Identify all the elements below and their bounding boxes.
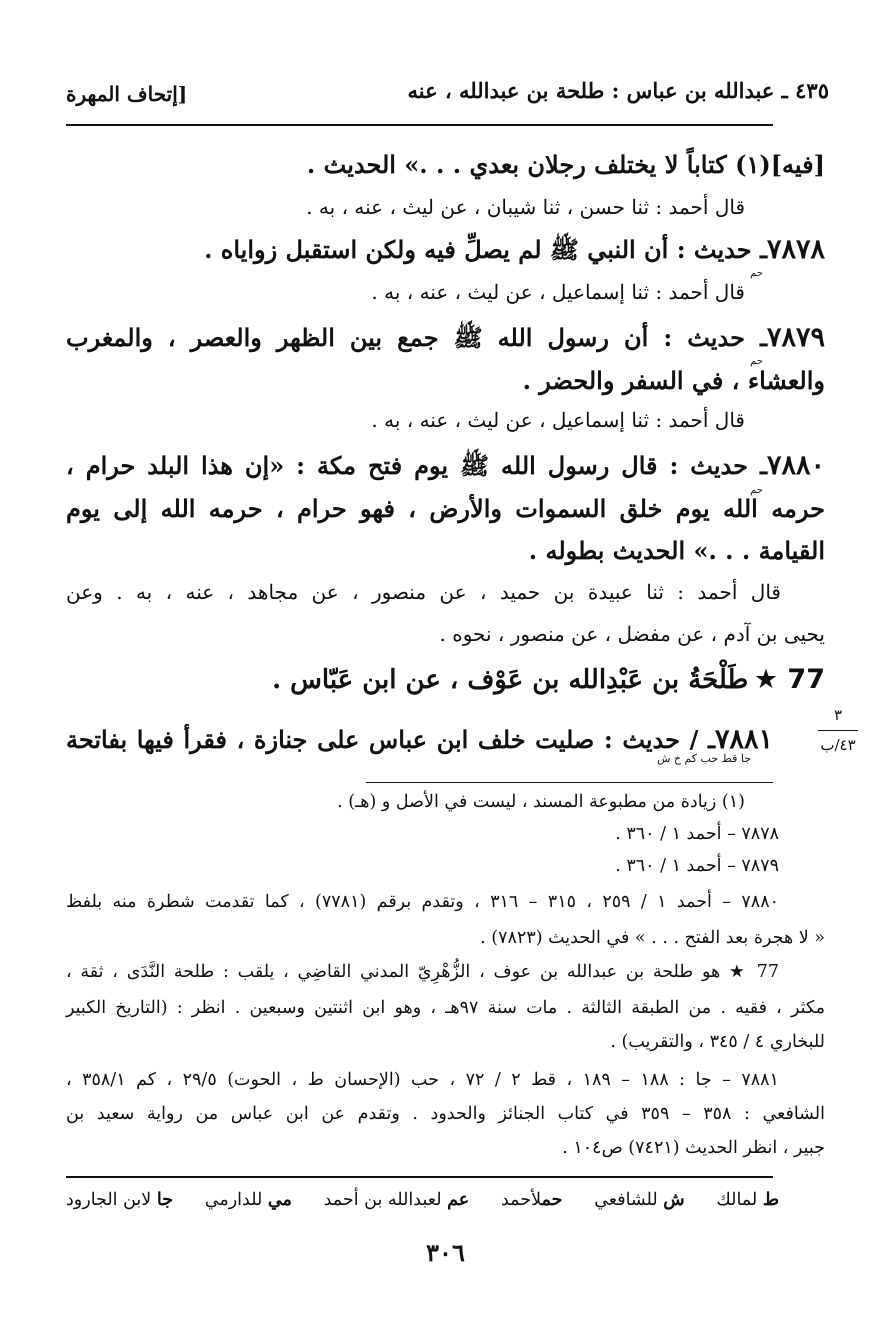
hadith-7881 xyxy=(66,724,773,755)
margin-divider xyxy=(818,730,858,731)
hadith-number: ٧٨٨١ xyxy=(714,724,773,755)
hadith-text: حرمه الله يوم خلق السموات والأرض ، فهو حرام ، حرمه الله إلى يوم xyxy=(66,494,825,523)
footnote: « لا هجرة بعد الفتح . . . » في الحديث (٧٨٢٣) . xyxy=(480,928,825,948)
abbreviations-legend xyxy=(66,1190,779,1210)
footnote: ٧٨٧٩ – أحمد ١ / ٣٦٠ . xyxy=(615,856,779,876)
footnote: للبخاري ٤ / ٣٤٥ ، والتقريب) . xyxy=(610,1032,825,1052)
hadith-number: ٧٨٨٠ xyxy=(766,450,825,481)
footnote-rule xyxy=(366,782,773,783)
running-header-title: ٤٣٥ ـ عبدالله بن عباس : طلحة بن عبدالله ، عنه xyxy=(407,78,829,103)
source-marks: جا قط حب كم خ ش xyxy=(656,752,751,765)
hadith-text: ـ حديث : أن النبي ﷺ لم يصلِّ فيه ولكن استقبل زواياه . xyxy=(204,235,767,264)
isnad-line: قال أحمد : ثنا حسن ، ثنا شيبان ، عن ليث ، عنه ، به . xyxy=(306,195,745,219)
hadith-number: ٧٨٧٨ xyxy=(766,234,825,265)
hadith-text: ـ حديث : قال رسول الله ﷺ يوم فتح مكة : «إن هذا البلد حرام ، xyxy=(66,451,767,480)
hadith-number: ٧٨٧٩ xyxy=(766,322,825,353)
abbreviation-item: ط لمالك xyxy=(716,1190,779,1210)
abbreviation-item: عم لعبدالله بن أحمد xyxy=(323,1190,470,1210)
footnote: الشافعي : ٣٥٨ – ٣٥٩ في كتاب الجنائز والحدود . وتقدم عن ابن عباس من رواية سعيد بن xyxy=(66,1104,825,1124)
page-number: ٣٠٦ xyxy=(426,1238,465,1267)
footnote: جبير ، انظر الحديث (٧٤٢١) ص١٠٤ . xyxy=(562,1138,825,1158)
abbreviation-item: مي للدارمي xyxy=(204,1190,292,1210)
abbreviation-item: جا لابن الجارود xyxy=(66,1190,174,1210)
narrator-section-77 xyxy=(272,664,825,695)
source-mark: حم xyxy=(750,485,763,496)
hadith-7878 xyxy=(204,234,825,270)
source-mark: حم xyxy=(750,268,763,279)
isnad-line: يحيى بن آدم ، عن مفضل ، عن منصور ، نحوه . xyxy=(439,622,825,646)
section-title: طَلْحَةُ بن عَبْدِالله بن عَوْف ، عن ابن عَبّاس . xyxy=(272,665,749,695)
isnad-line: قال أحمد : ثنا إسماعيل ، عن ليث ، عنه ، به . xyxy=(371,280,745,304)
abbreviation-item: حملأحمد xyxy=(500,1190,563,1210)
text-line: [فيه](١) كتاباً لا يختلف رجلان بعدي . . .» الحديث . xyxy=(306,150,825,179)
hadith-7879 xyxy=(66,322,825,358)
section-number: 77 ★ xyxy=(753,664,825,695)
hadith-text: والعشاء ، في السفر والحضر . xyxy=(522,366,825,395)
running-header-book: [إتحاف المهرة xyxy=(66,82,188,106)
margin-folio: ٤٣/ب xyxy=(820,736,856,754)
source-mark: حم xyxy=(750,356,763,367)
isnad-line: قال أحمد : ثنا عبيدة بن حميد ، عن منصور ، عن مجاهد ، عنه ، به . وعن xyxy=(66,580,781,604)
abbreviation-item: ش للشافعي xyxy=(594,1190,685,1210)
footnote: مكثر ، فقيه . من الطبقة الثالثة . مات سنة ٩٧هـ ، وهو ابن اثنتين وسبعين . انظر : (التاريخ الكبير xyxy=(66,998,825,1018)
margin-volume: ٣ xyxy=(833,706,843,724)
footnote: ٧٨٨٠ – أحمد ١ / ٢٥٩ ، ٣١٥ – ٣١٦ ، وتقدم برقم (٧٧٨١) ، كما تقدمت شطرة منه بلفظ xyxy=(66,892,779,912)
footnote: ٧٨٨١ – جا : ١٨٨ – ١٨٩ ، قط ٢ / ٧٢ ، حب (الإحسان ط ، الحوت) ٢٩/٥ ، كم ٣٥٨/١ ، xyxy=(66,1070,779,1090)
hadith-7880 xyxy=(66,450,825,486)
abbreviations-rule xyxy=(66,1176,773,1178)
footnote: 77 ★ هو طلحة بن عبدالله بن عوف ، الزُّهْرِيّ المدني القاضِي ، يلقب : طلحة النَّدَى ، ثقة ، xyxy=(66,962,779,982)
header-rule xyxy=(66,124,773,126)
footnote: (١) زيادة من مطبوعة المسند ، ليست في الأصل و (هـ) . xyxy=(337,792,745,812)
footnote: ٧٨٧٨ – أحمد ١ / ٣٦٠ . xyxy=(615,824,779,844)
hadith-text: ـ / حديث : صليت خلف ابن عباس على جنازة ، فقرأ فيها بفاتحة xyxy=(66,725,715,754)
isnad-line: قال أحمد : ثنا إسماعيل ، عن ليث ، عنه ، به . xyxy=(371,408,745,432)
hadith-text: القيامة . . .» الحديث بطوله . xyxy=(528,536,825,565)
hadith-text: ـ حديث : أن رسول الله ﷺ جمع بين الظهر والعصر ، والمغرب xyxy=(66,323,767,352)
